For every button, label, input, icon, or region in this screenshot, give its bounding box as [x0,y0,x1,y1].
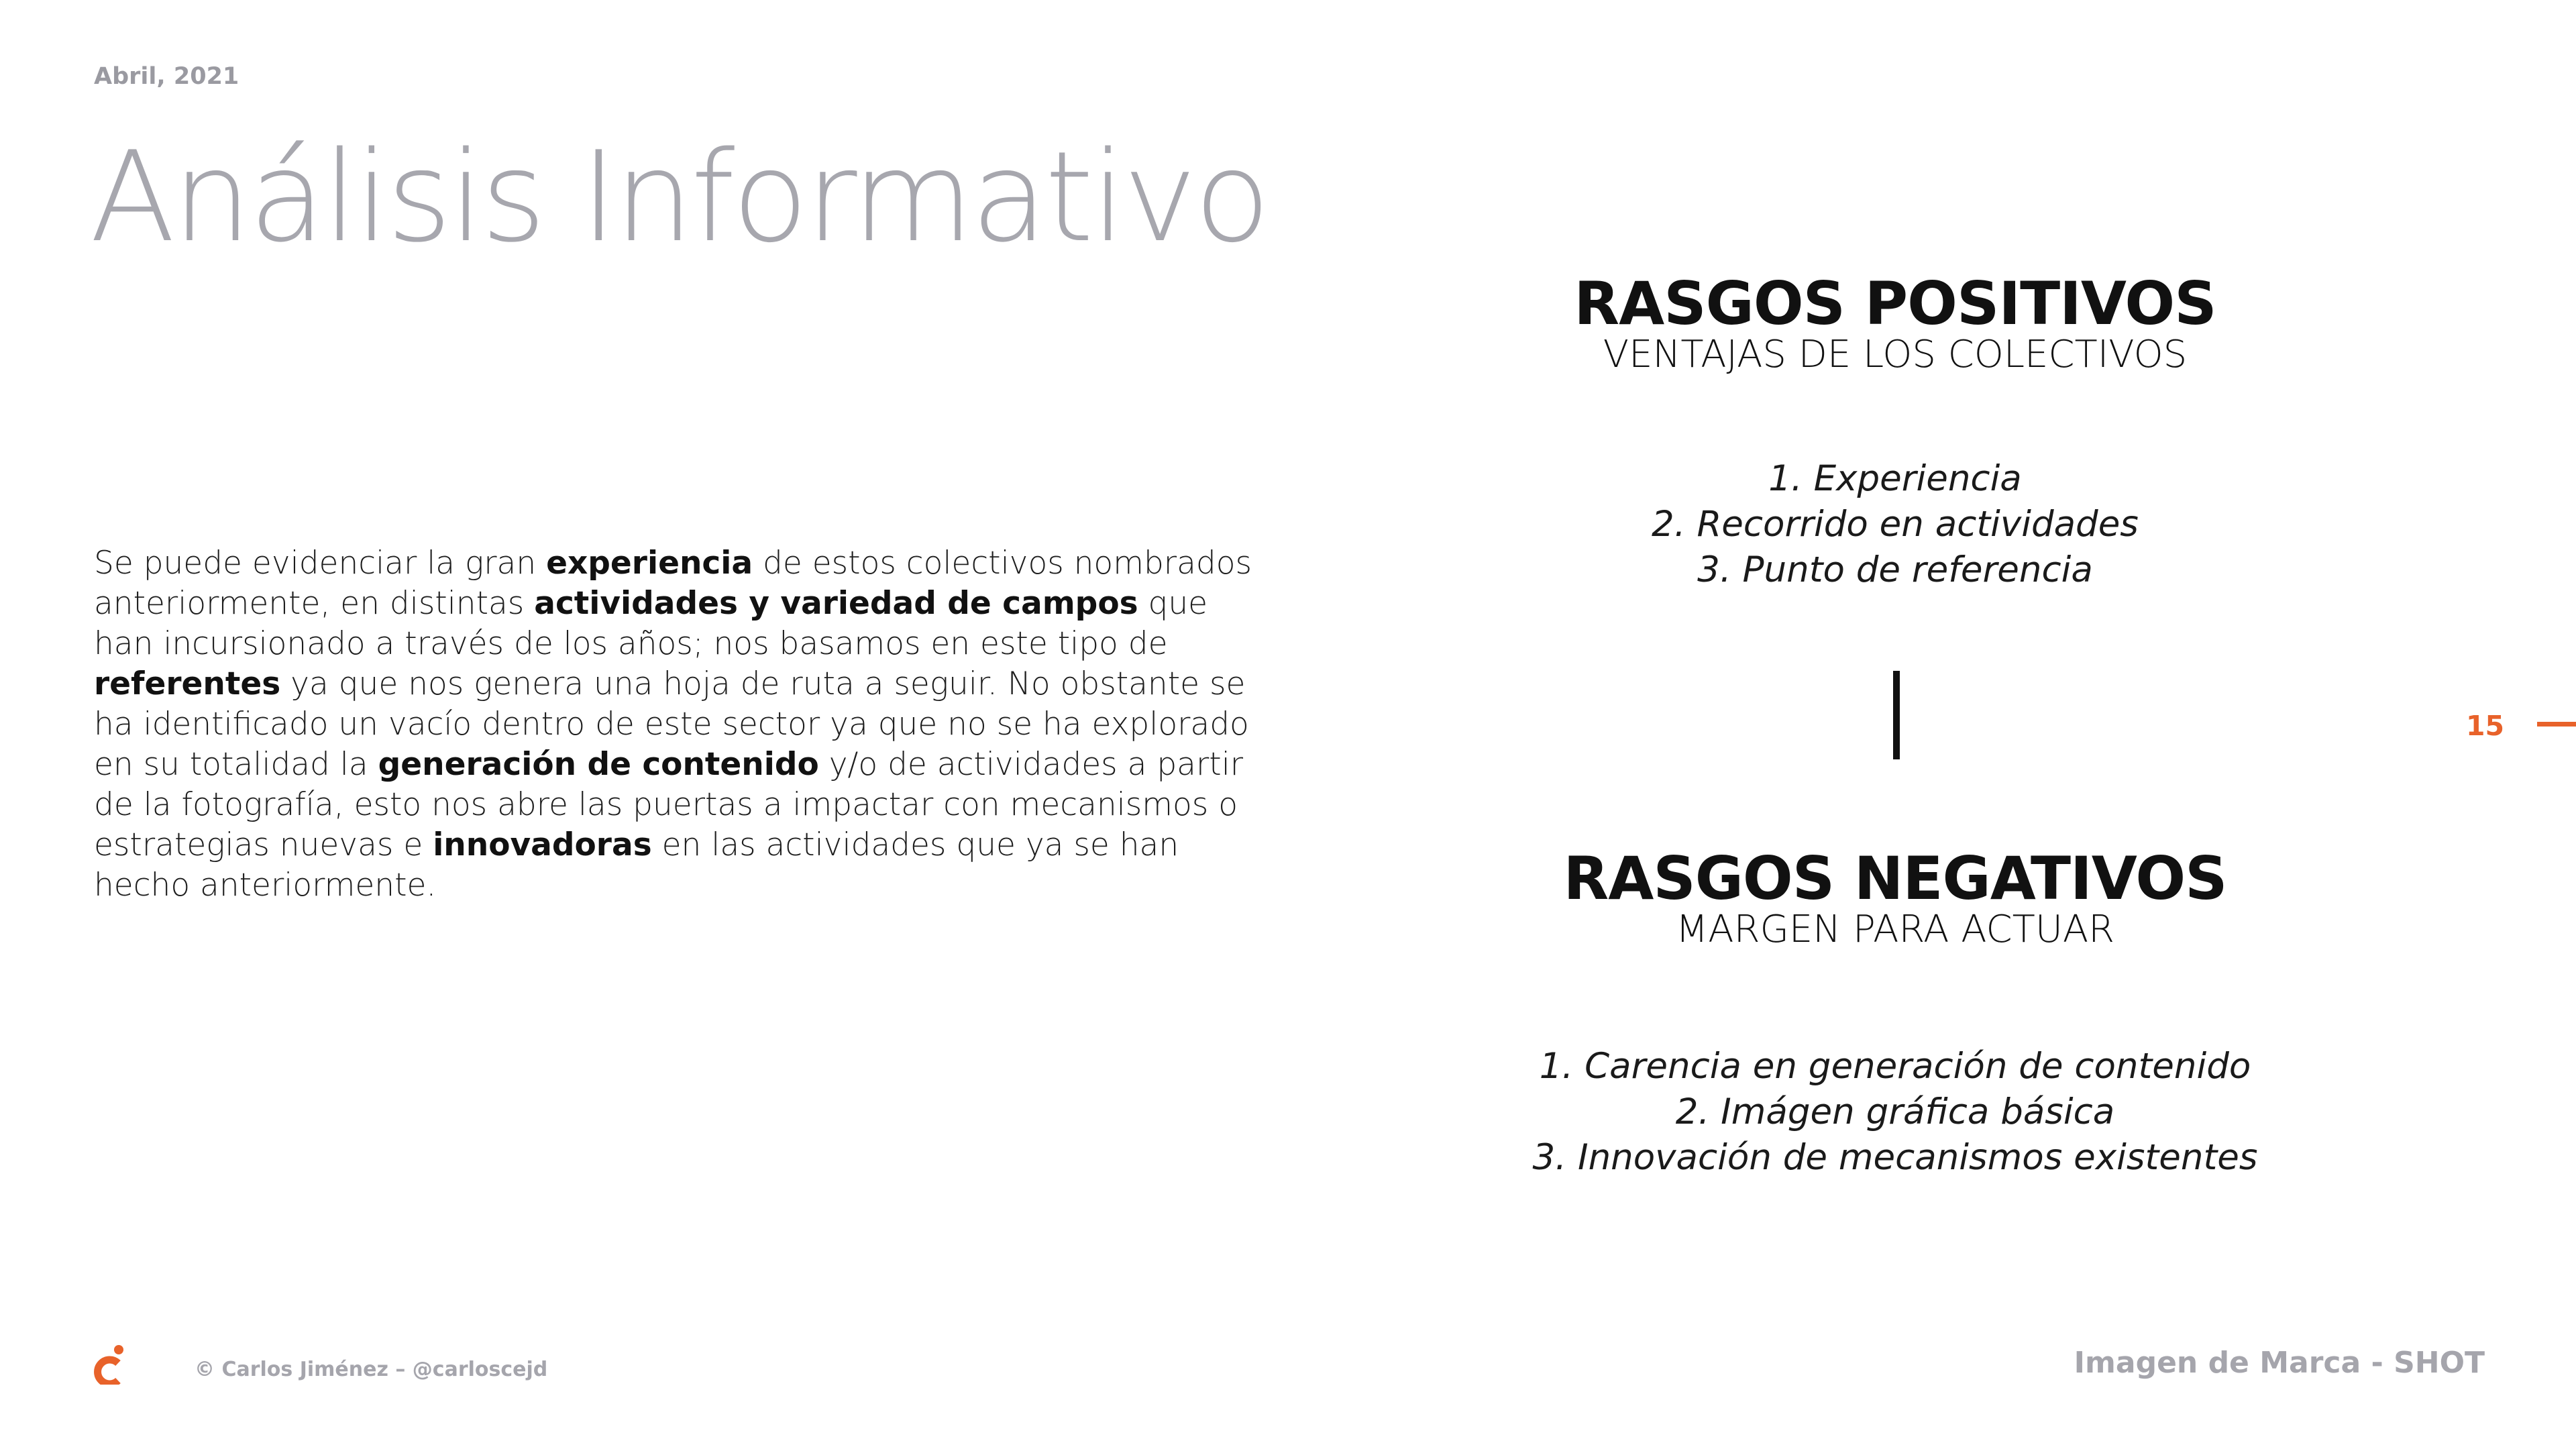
negative-traits-list [1442,1044,2348,1181]
paragraph-run: en las actividades que ya se han hecho anteriormente. [94,826,1179,904]
list-item: 2. Imágen gráfica básica [1675,1091,2115,1132]
page-number: 15 [2466,710,2505,742]
negative-traits-title: RASGOS NEGATIVOS [1563,844,2227,913]
positive-traits-list [1442,456,2348,593]
brand-footer: Imagen de Marca - SHOT [2074,1346,2485,1380]
list-item: 3. Innovación de mecanismos existentes [1532,1137,2258,1178]
negative-traits-list-block [1442,1044,2348,1181]
page-number-rule [2537,722,2576,727]
list-item: 2. Recorrido en actividades [1652,504,2139,545]
page-title: Análisis Informativo [90,124,1268,270]
date-label: Abril, 2021 [94,63,239,90]
negative-traits-subtitle: MARGEN PARA ACTUAR [1675,908,2115,951]
list-item: 1. Carencia en generación de contenido [1539,1046,2251,1087]
carlos-c-logo-icon [91,1342,126,1385]
paragraph-run: y/o de actividades a partir de la fotografía, esto nos abre las puertas a impactar con mecanismos o estrategias nuevas e [94,746,1244,863]
positive-traits-subtitle: VENTAJAS DE LOS COLECTIVOS [1603,333,2188,376]
author-credit: © Carlos Jiménez – @carloscejd [195,1358,548,1381]
list-item: 3. Punto de referencia [1697,549,2093,590]
list-item: 1. Experiencia [1768,458,2022,499]
paragraph-bold-run: experiencia [546,545,753,582]
positive-traits-list-block [1442,456,2348,593]
positive-traits-title: RASGOS POSITIVOS [1574,269,2216,338]
paragraph-run: ya que nos genera una hoja de ruta a seguir. No obstante se ha identificado un vacío dentro de este sector ya que no se ha explorado en su totalidad la [94,665,1249,783]
paragraph-bold-run: referentes [94,665,281,702]
paragraph-bold-run: innovadoras [433,826,652,863]
paragraph-bold-run: actividades y variedad de campos [534,585,1138,622]
paragraph-run: de estos colectivos nombrados anteriormente, en distintas [94,545,1252,622]
body-paragraph [94,543,1275,906]
paragraph-bold-run: generación de contenido [378,746,819,783]
section-divider [1893,671,1900,759]
paragraph-run: que han incursionado a través de los años; nos basamos en este tipo de [94,585,1208,662]
positive-traits-header [1442,269,2348,376]
paragraph-run: Se puede evidenciar la gran [94,545,547,582]
negative-traits-header [1442,844,2348,951]
